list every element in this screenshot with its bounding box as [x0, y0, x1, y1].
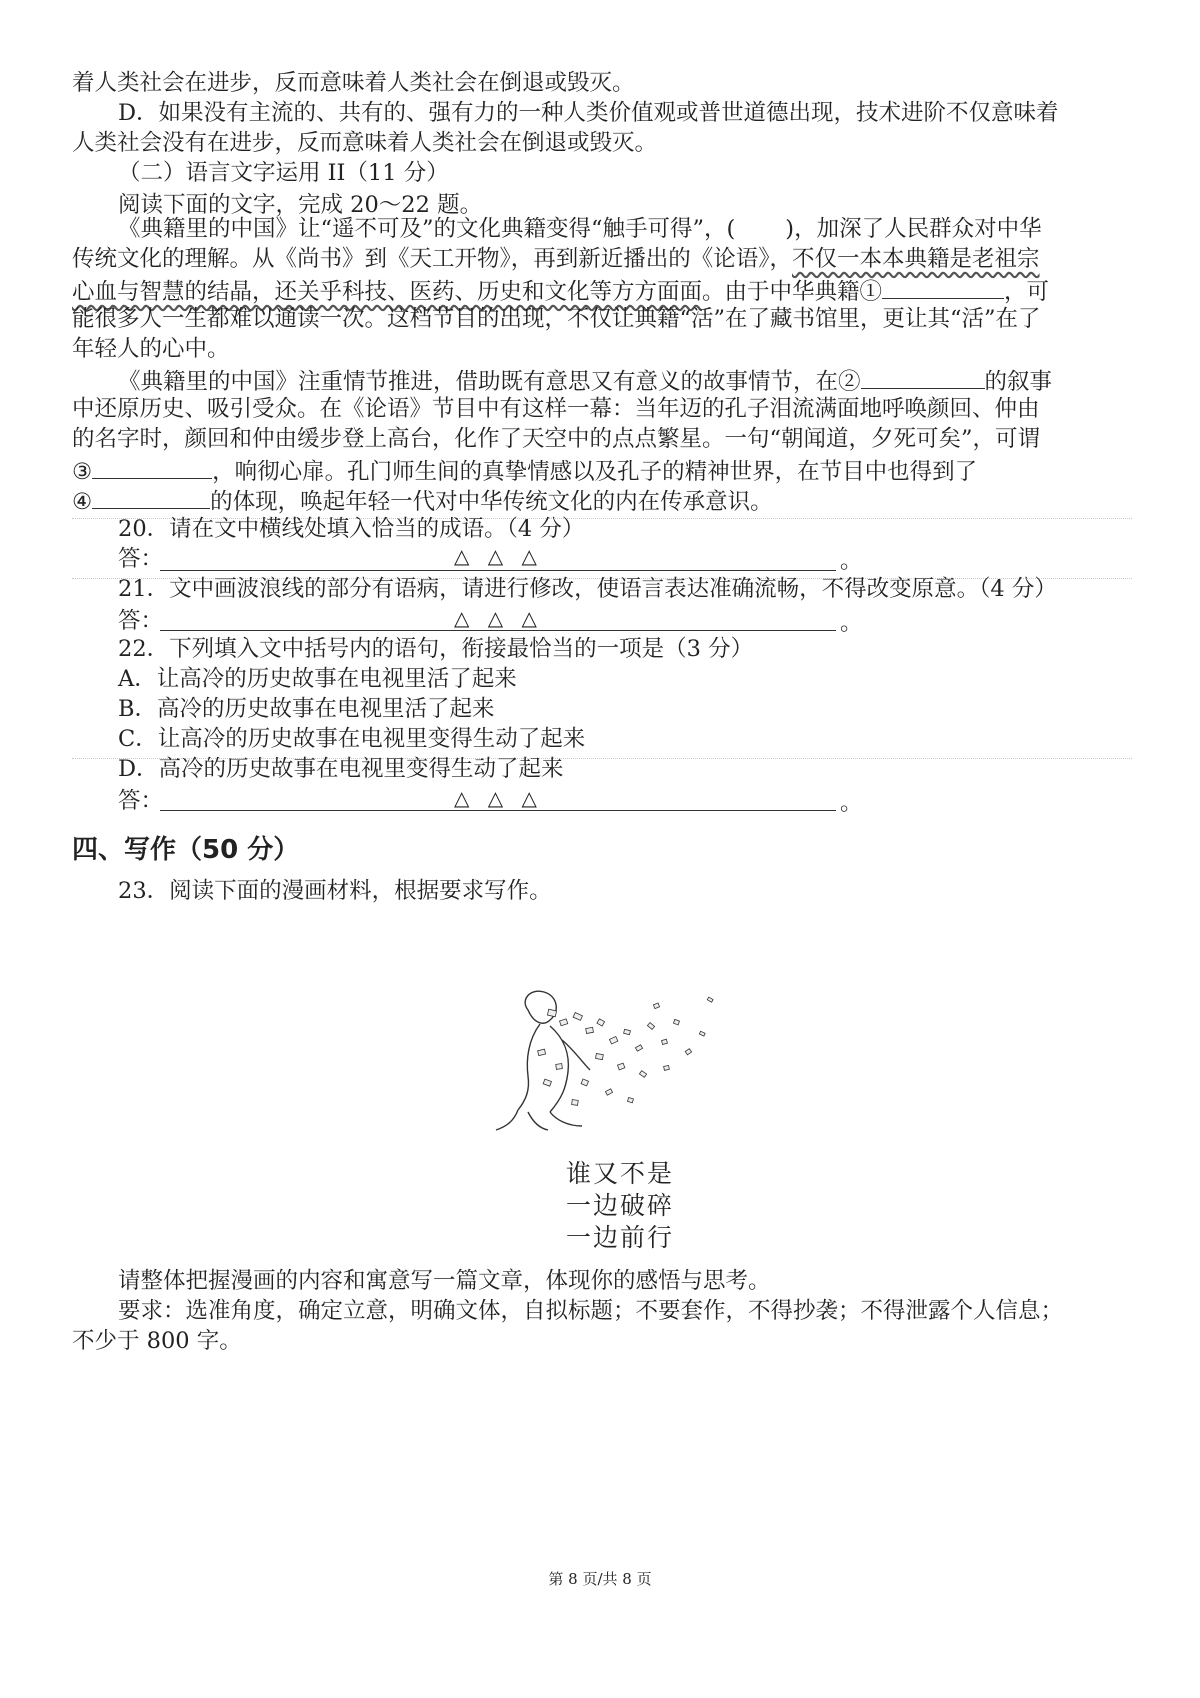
- passage-text: 《典籍里的中国》让“遥不可及”的文化典籍变得“触手可得”，(: [118, 216, 736, 242]
- passage-line: [72, 244, 1040, 274]
- writing-requirements: 要求：选准角度，确定立意，明确文体，自拟标题；不要套作，不得抄袭；不得泄露个人信息；: [118, 1298, 1064, 1324]
- question-21: 21．文中画波浪线的部分有语病，请进行修改，使语言表达准确流畅，不得改变原意。（4 分）: [118, 576, 1057, 602]
- passage-line: [118, 364, 1052, 397]
- passage-line: [118, 214, 1042, 244]
- answer-period: 。: [840, 610, 863, 636]
- passage-text: 《典籍里的中国》注重情节推进，借助既有意思又有意义的故事情节，在②: [118, 369, 861, 395]
- passage-text: ③: [72, 459, 93, 485]
- passage-text: 的叙事: [984, 369, 1053, 395]
- text-line: 人类社会没有在进步，反而意味着人类社会在倒退或毁灭。: [72, 130, 658, 156]
- answer-marks: △ △ △: [454, 606, 543, 630]
- answer-label: 答：: [118, 546, 164, 572]
- page-footer: 第 8 页/共 8 页: [548, 1570, 652, 1588]
- passage-text: ④: [72, 489, 93, 515]
- blank-1: [882, 274, 1004, 299]
- passage-line: [72, 484, 773, 517]
- passage-line: 年轻人的心中。: [72, 336, 230, 362]
- passage-text: 传统文化的理解。从《尚书》到《天工开物》，再到新近播出的《论语》，: [72, 246, 793, 272]
- question-23: 23．阅读下面的漫画材料，根据要求写作。: [118, 878, 552, 904]
- writing-requirements: 不少于 800 字。: [72, 1328, 242, 1354]
- answer-label: 答：: [118, 788, 164, 814]
- option-d: D．高冷的历史故事在电视里变得生动了起来: [118, 756, 564, 782]
- cartoon-caption-line: 一边破碎: [565, 1191, 674, 1220]
- blank-2: [861, 364, 985, 389]
- passage-line: 能很多人一生都难以通读一次。这档节目的出现，不仅让典籍“活”在了藏书馆里，更让其“活”在了: [72, 306, 1041, 332]
- passage-text: 的体现，唤起年轻一代对中华传统文化的内在传承意识。: [210, 489, 773, 515]
- passage-text: ，可: [1004, 279, 1050, 305]
- instruction: 阅读下面的文字，完成 20～22 题。: [118, 192, 483, 218]
- cartoon-caption-line: 谁又不是: [565, 1159, 674, 1188]
- section-heading: 四、写作（50 分）: [72, 835, 300, 865]
- option-b: B．高冷的历史故事在电视里活了起来: [118, 696, 495, 722]
- option-a: A．让高冷的历史故事在电视里活了起来: [118, 666, 517, 692]
- option-c: C．让高冷的历史故事在电视里变得生动了起来: [118, 726, 586, 752]
- section-label: （二）语言文字运用 II（11 分）: [118, 160, 449, 186]
- passage-text: ，响彻心扉。孔门师生间的真挚情感以及孔子的精神世界，在节目中也得到了: [212, 459, 978, 485]
- writing-prompt: 请整体把握漫画的内容和寓意写一篇文章，体现你的感悟与思考。: [118, 1268, 771, 1294]
- question-20: 20．请在文中横线处填入恰当的成语。（4 分）: [118, 516, 585, 542]
- question-22: 22．下列填入文中括号内的语句，衔接最恰当的一项是（3 分）: [118, 636, 754, 662]
- cartoon-illustration: [478, 980, 728, 1150]
- passage-line: 的名字时，颜回和仲由缓步登上高台，化作了天空中的点点繁星。一句“朝闻道，夕死可矣”，可谓: [72, 426, 1041, 452]
- option-d-previous: D．如果没有主流的、共有的、强有力的一种人类价值观或普世道德出现，技术进阶不仅意味着: [118, 100, 1059, 126]
- answer-marks: △ △ △: [454, 544, 543, 568]
- answer-label: 答：: [118, 608, 164, 634]
- blank-3: [92, 454, 212, 479]
- text-line: 着人类社会在进步，反而意味着人类社会在倒退或毁灭。: [72, 70, 635, 96]
- passage-text: 。由于中华典籍①: [702, 279, 883, 305]
- wavy-underlined-text: 不仅一本本典籍是老祖宗: [792, 246, 1040, 272]
- passage-text: )，加深了人民群众对中华: [785, 216, 1042, 242]
- passage-line: 中还原历史、吸引受众。在《论语》节目中有这样一幕：当年迈的孔子泪流满面地呼唤颜回、仲由: [72, 396, 1040, 422]
- passage-line: [72, 454, 977, 487]
- wavy-underlined-text: 心血与智慧的结晶，还关乎科技、医药、历史和文化等方方面面: [72, 279, 703, 305]
- answer-period: 。: [840, 790, 863, 816]
- passage-line: [72, 274, 1049, 307]
- answer-marks: △ △ △: [454, 786, 543, 810]
- cartoon-caption-line: 一边前行: [565, 1223, 674, 1252]
- blank-4: [92, 484, 210, 509]
- answer-period: 。: [840, 548, 863, 574]
